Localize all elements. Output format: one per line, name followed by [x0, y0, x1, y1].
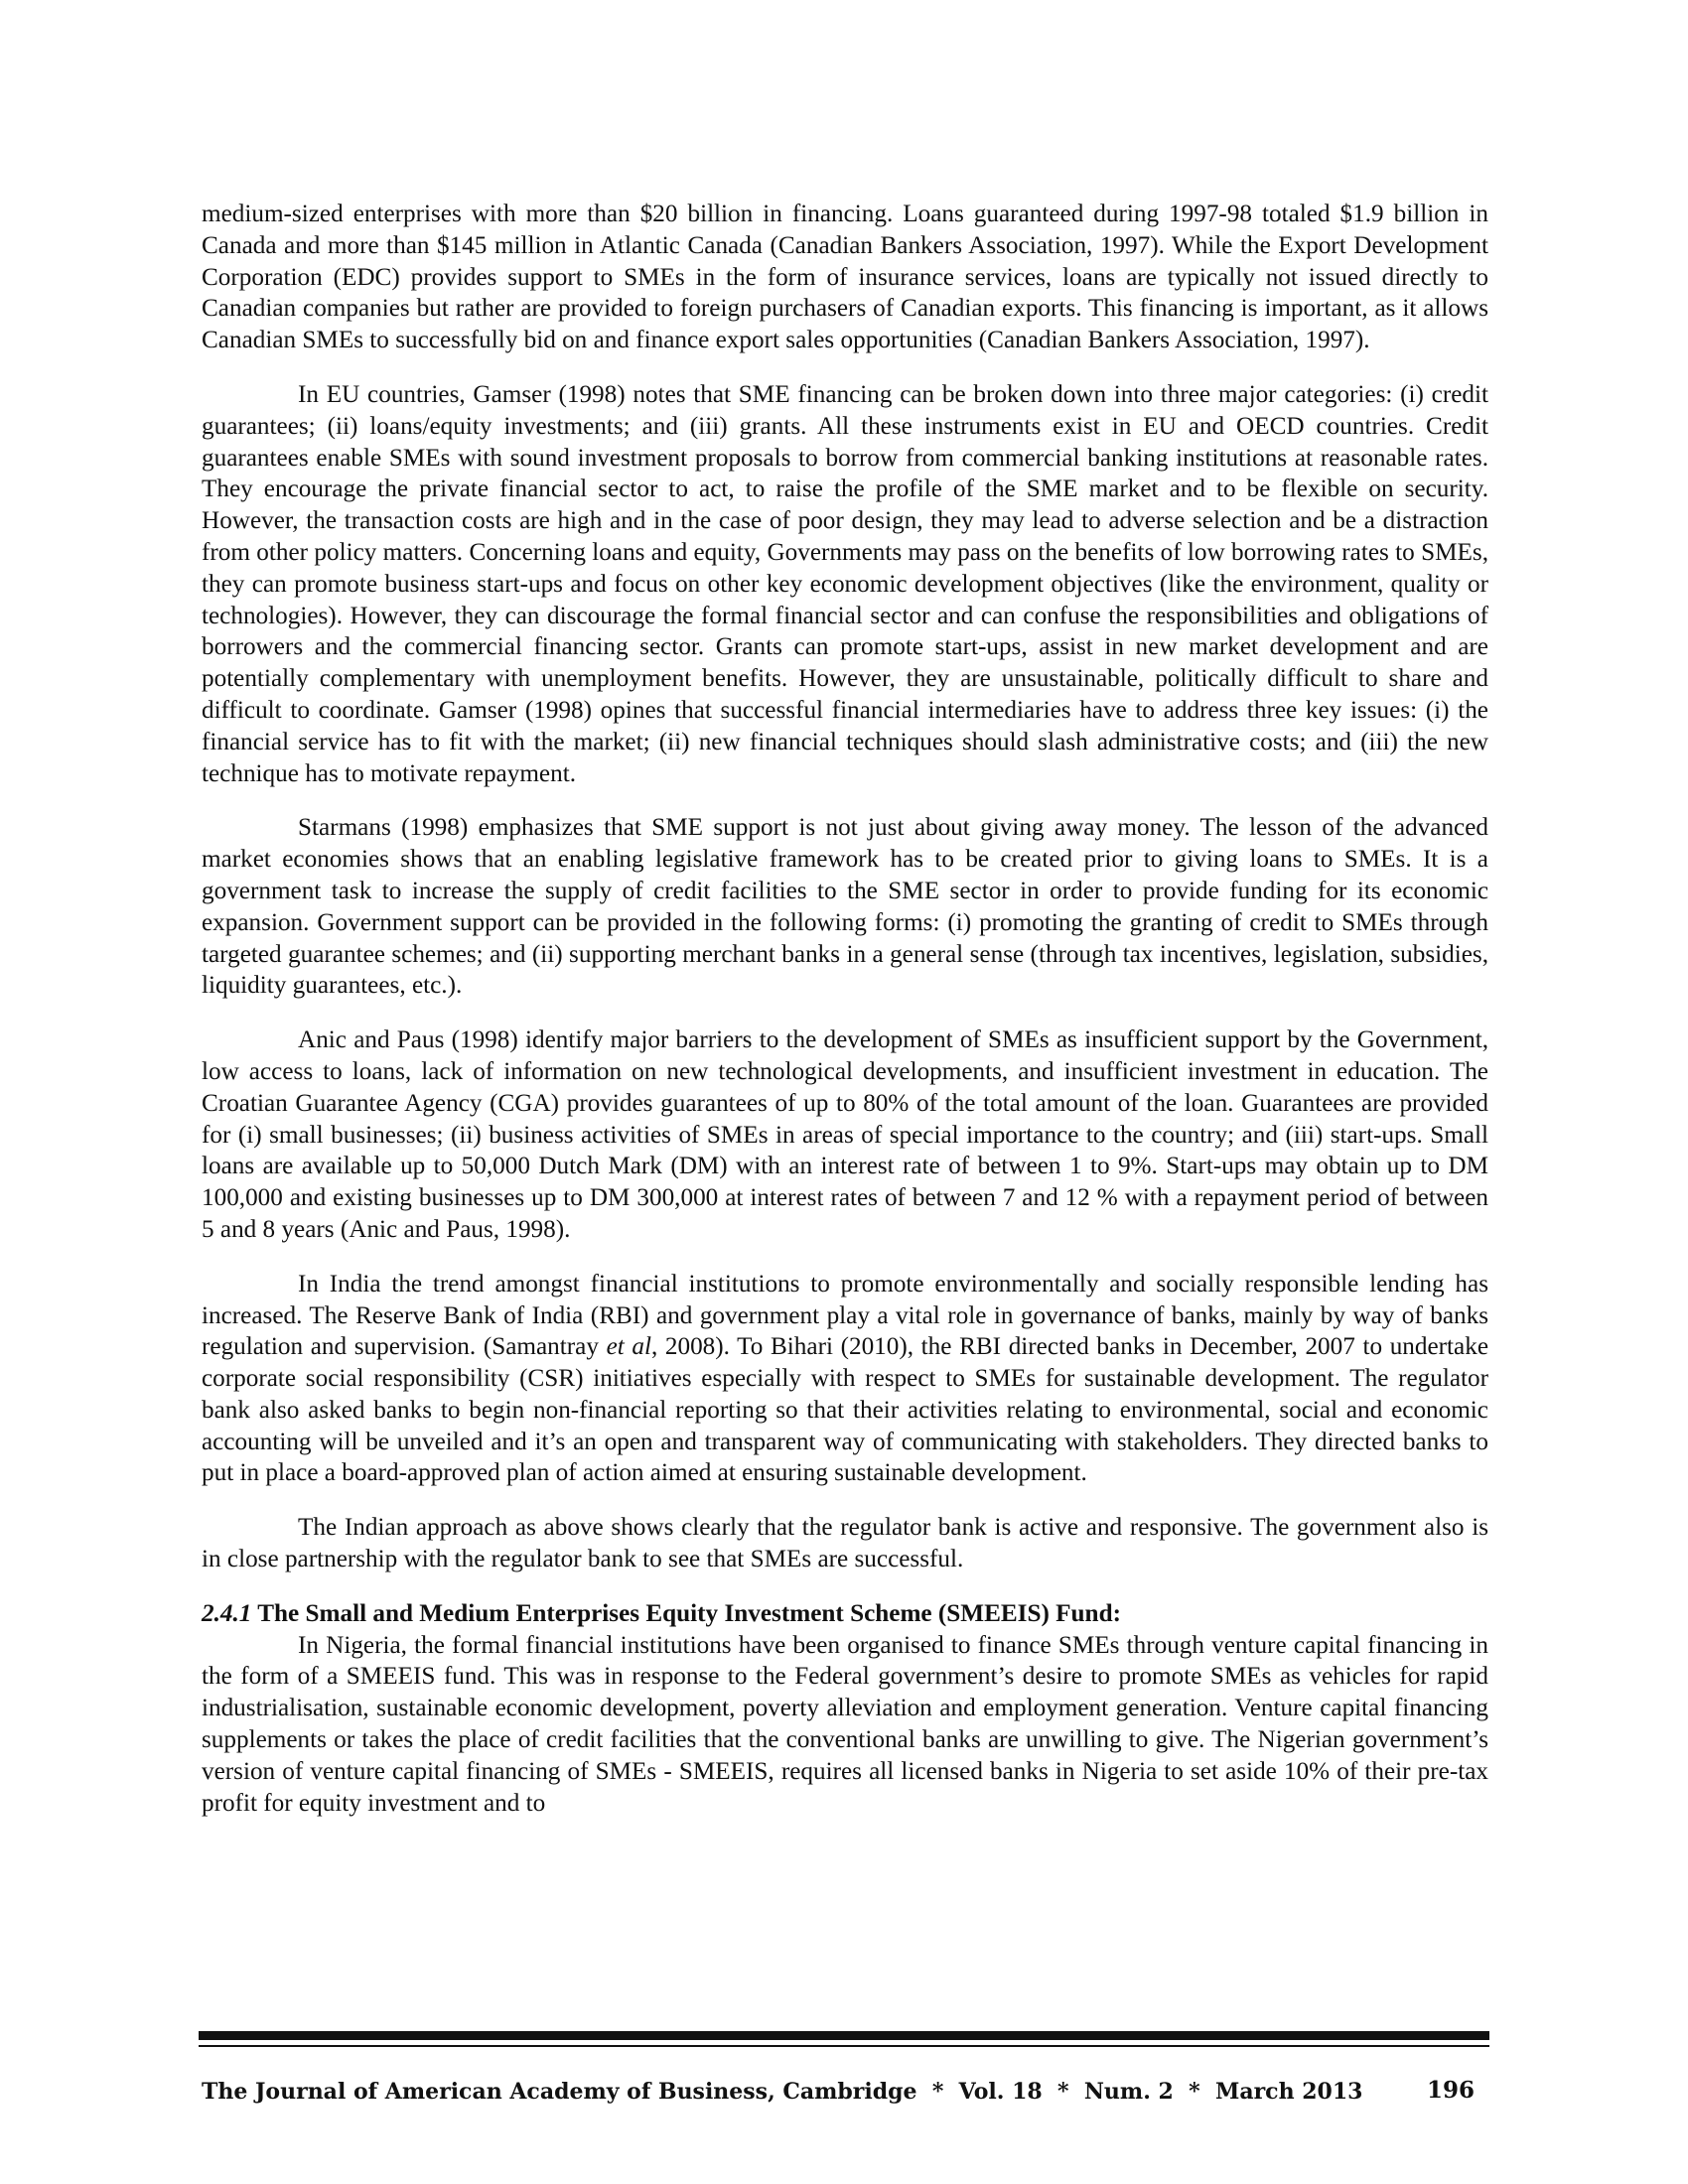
paragraph-indian-approach: The Indian approach as above shows clearly that the regulator bank is active and responsive. The government also is in close partnership with the regulator bank to see that SMEs are successful. [202, 1514, 1488, 1573]
paragraph-nigeria: In Nigeria, the formal financial institutions have been organised to finance SMEs through venture capital financing in the form of a SMEEIS fund. This was in response to the Federal government’s desire to promote SMEs as vehicles for rapid industrialisation, sustainable economic development, poverty alleviation and employment generation. Venture capital financing supplements or takes the place of credit facilities that the conventional banks are unwilling to give. The Nigerian government’s version of venture capital financing of SMEs - SMEEIS, requires all licensed banks in Nigeria to set aside 10% of their pre-tax profit for equity investment and to [202, 1631, 1488, 1817]
india-text-end: , 2008). To Bihari (2010), the RBI directed banks in December, 2007 to undertake corporate social responsibility (CSR) initiatives especially with respect to SMEs for sustainable development. The regulator bank also asked banks to begin non-financial reporting so that their activities relating to environmental, social and economic accounting will be unveiled and it’s an open and transparent way of communicating with stakeholders. They directed banks to put in place a board-approved plan of action aimed at ensuring sustainable development. [202, 1333, 1488, 1487]
india-text-start: In India the trend amongst financial institutions to promote environmentally and socially responsible lending has increased. The Reserve Bank of India (RBI) and government play a vital role in governance of banks, mainly by way of banks regulation and supervision. (Samantray [202, 1270, 1488, 1361]
paragraph-starmans: Starmans (1998) emphasizes that SME support is not just about giving away money. The lesson of the advanced market economies shows that an enabling legislative framework has to be created prior to giving loans to SMEs. It is a government task to increase the supply of credit facilities to the SME sector in order to provide funding for its economic expansion. Government support can be provided in the following forms: (i) promoting the granting of credit to SMEs through targeted guarantee schemes; and (ii) supporting merchant banks in a general sense (through tax incentives, legislation, subsidies, liquidity guarantees, etc.). [202, 814, 1488, 1000]
paragraph-anic-paus: Anic and Paus (1998) identify major barriers to the development of SMEs as insufficient support by the Government, low access to loans, lack of information on new technological developments, and insufficient investment in education. The Croatian Guarantee Agency (CGA) provides guarantees of up to 80% of the total amount of the loan. Guarantees are provided for (i) small businesses; (ii) business activities of SMEs in areas of special importance to the country; and (iii) start-ups. Small loans are available up to 50,000 Dutch Mark (DM) with an interest rate of between 1 to 9%. Start-ups may obtain up to DM 100,000 and existing businesses up to DM 300,000 at interest rates of between 7 and 12 % with a repayment period of between 5 and 8 years (Anic and Paus, 1998). [202, 1026, 1488, 1243]
body-text [202, 199, 1488, 1819]
paragraph-eu: In EU countries, Gamser (1998) notes that SME financing can be broken down into three major categories: (i) credit guarantees; (ii) loans/equity investments; and (iii) grants. All these instruments exist in EU and OECD countries. Credit guarantees enable SMEs with sound investment proposals to borrow from commercial banking institutions at reasonable rates. They encourage the private financial sector to act, to raise the profile of the SME market and to be flexible on security. However, the transaction costs are high and in the case of poor design, they may lead to adverse selection and be a distraction from other policy matters. Concerning loans and equity, Governments may pass on the benefits of low borrowing rates to SMEs, they can promote business start-ups and focus on other key economic development objectives (like the environment, quality or technologies). However, they can discourage the formal financial sector and can confuse the responsibilities and obligations of borrowers and the commercial financing sector. Grants can promote start-ups, assist in new market development and are potentially complementary with unemployment benefits. However, they are unsustainable, politically difficult to share and difficult to coordinate. Gamser (1998) opines that successful financial intermediaries have to address three key issues: (i) the financial service has to fit with the market; (ii) new financial techniques should slash administrative costs; and (iii) the new technique has to motivate repayment. [202, 380, 1488, 787]
section-number: 2.4.1 [202, 1599, 252, 1627]
paragraph-canada: medium-sized enterprises with more than $20 billion in financing. Loans guaranteed during 1997-98 totaled $1.9 billion in Canada and more than $145 million in Atlantic Canada (Canadian Bankers Association, 1997). While the Export Development Corporation (EDC) provides support to SMEs in the form of insurance services, loans are typically not issued directly to Canadian companies but rather are provided to foreign purchasers of Canadian exports. This financing is important, as it allows Canadian SMEs to successfully bid on and finance export sales opportunities (Canadian Bankers Association, 1997). [202, 201, 1488, 354]
footer-rule-thick [199, 2031, 1489, 2040]
footer-journal-citation: The Journal of American Academy of Business, Cambridge * Vol. 18 * Num. 2 * March 2013 [202, 2079, 1363, 2105]
footer-rule-thin [199, 2045, 1489, 2047]
page-number: 196 [1427, 2077, 1476, 2104]
section-heading [202, 1598, 1488, 1630]
paragraph-india [202, 1269, 1488, 1490]
india-text-italic: et al [606, 1333, 651, 1361]
section-title: The Small and Medium Enterprises Equity Investment Scheme (SMEEIS) Fund: [251, 1599, 1121, 1627]
